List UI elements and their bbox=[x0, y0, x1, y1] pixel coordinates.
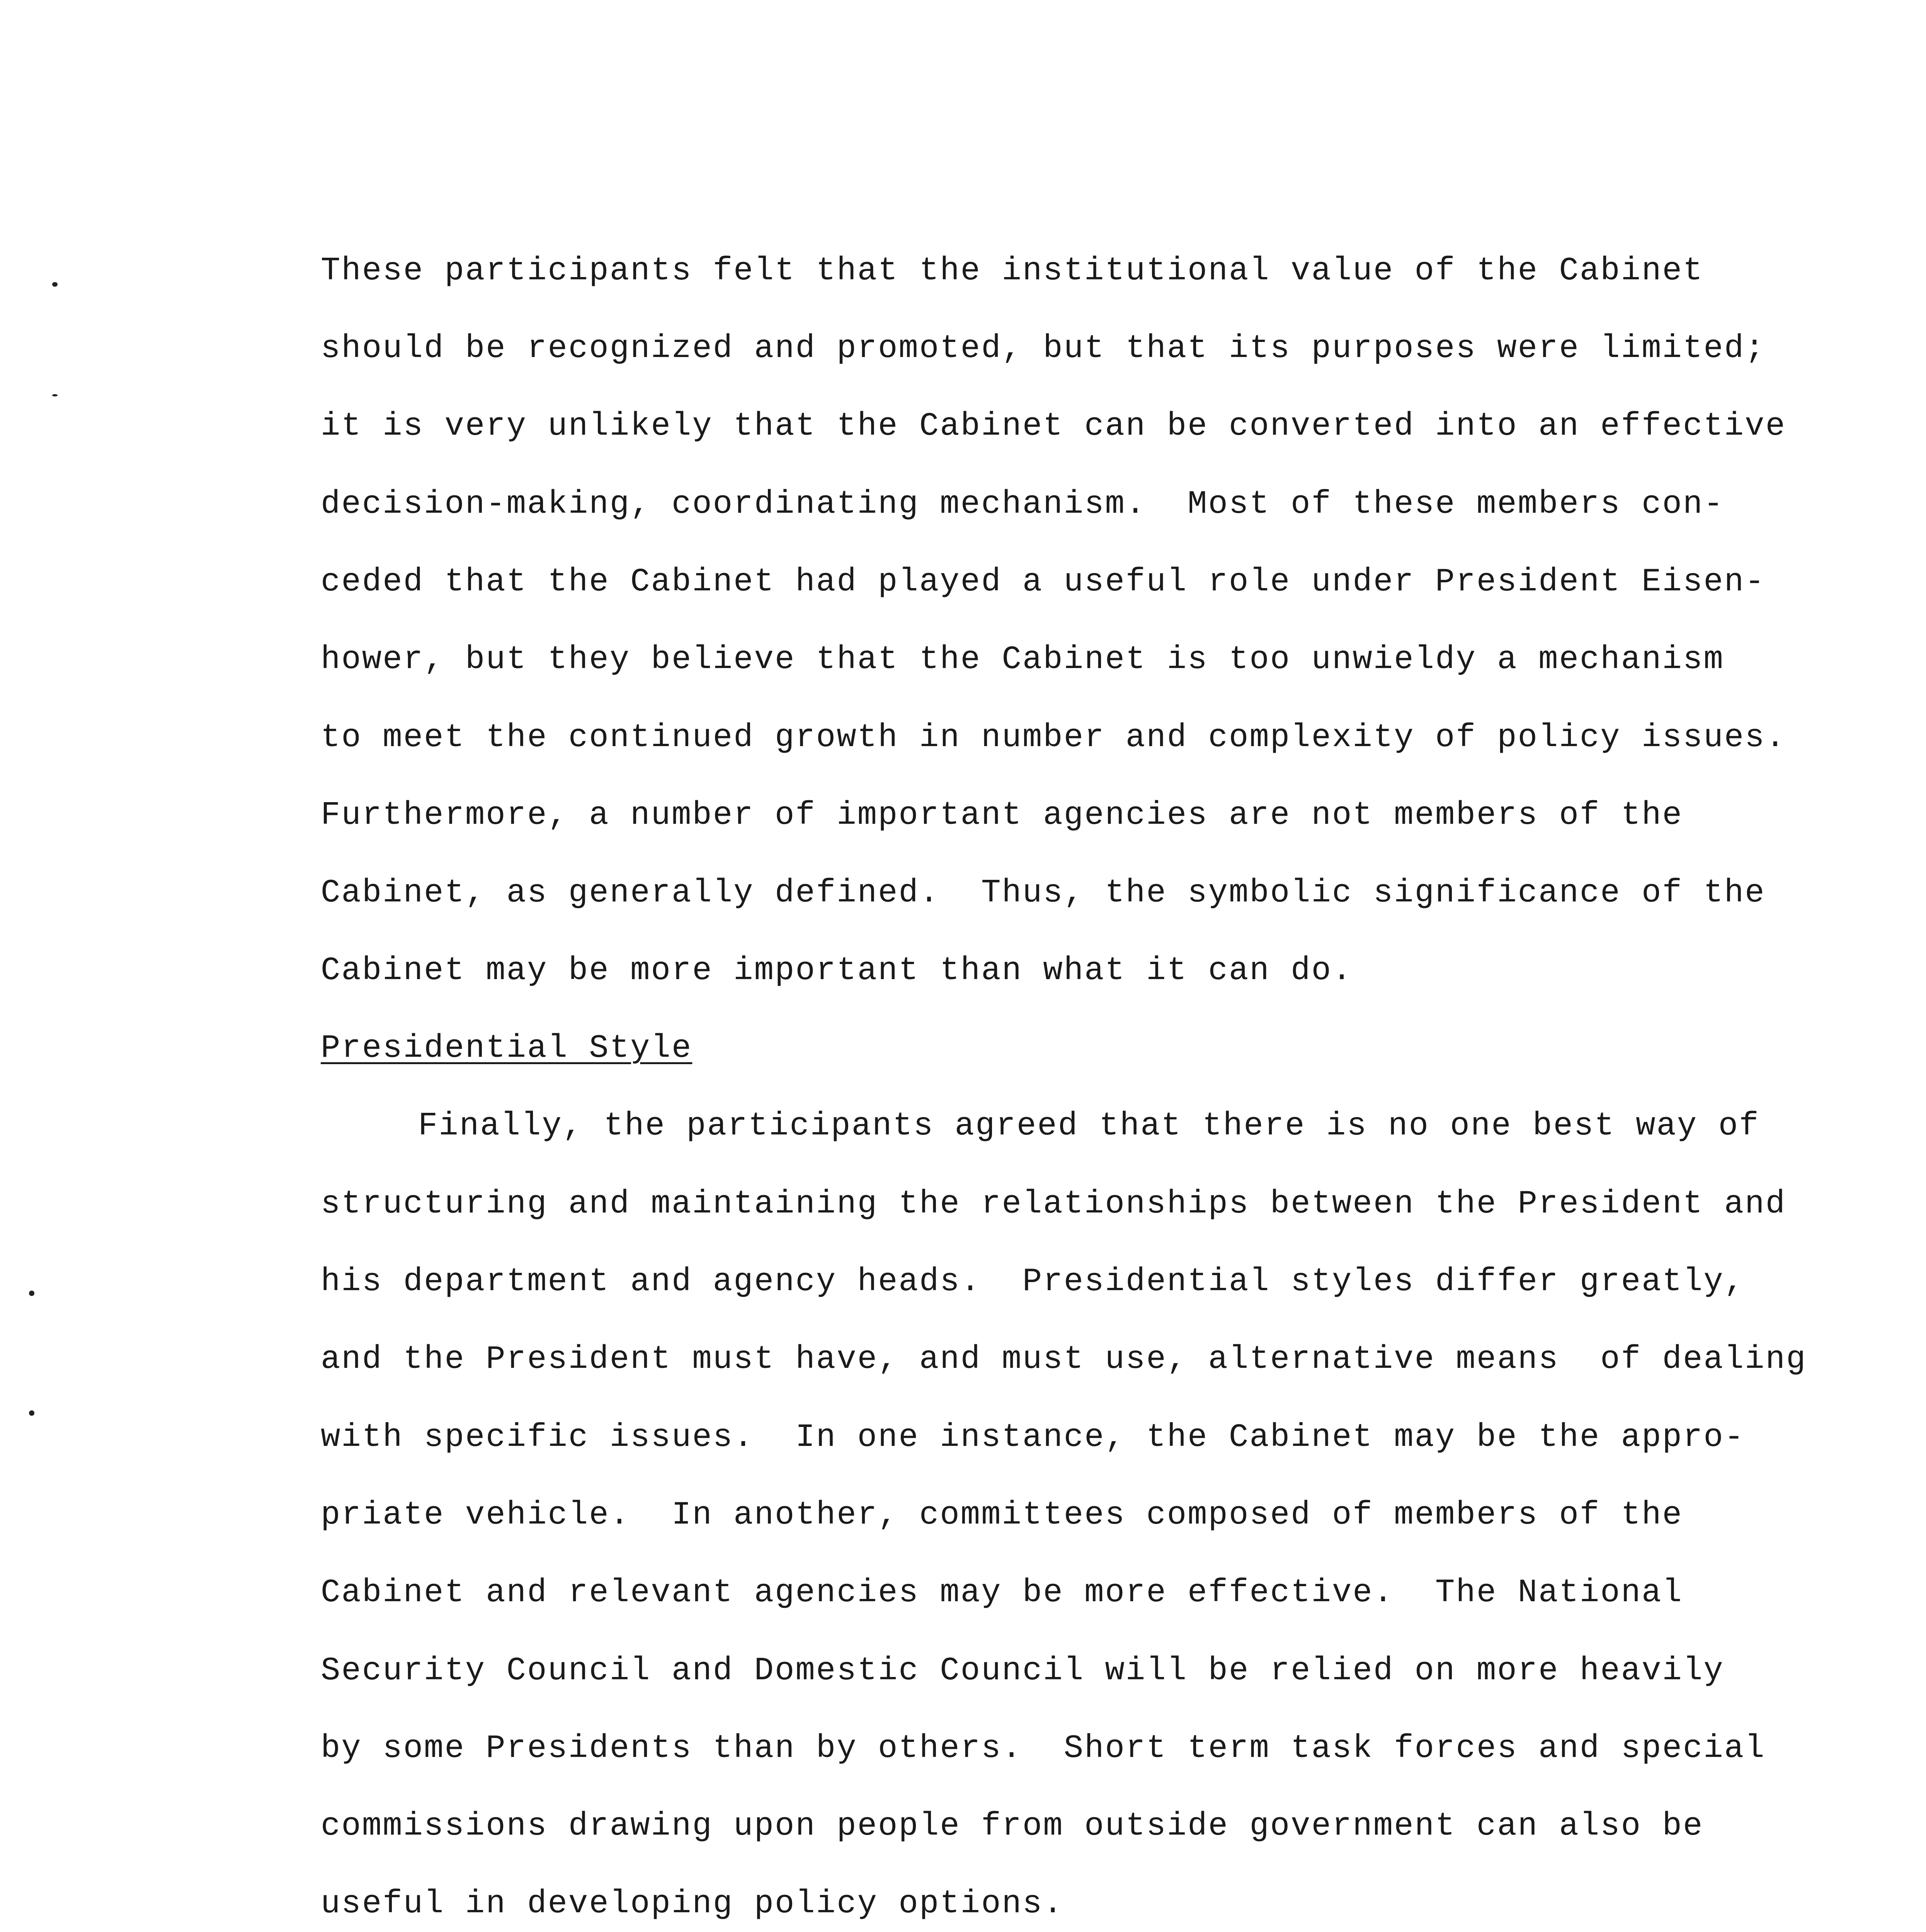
scan-speck bbox=[52, 282, 58, 287]
text-line: should be recognized and promoted, but that its purposes were limited; bbox=[321, 330, 1766, 367]
text-line: and the President must have, and must use, alternative means of dealing bbox=[321, 1341, 1807, 1378]
text-line: Security Council and Domestic Council will be relied on more heavily bbox=[321, 1653, 1724, 1689]
text-line: with specific issues. In one instance, the Cabinet may be the appro- bbox=[321, 1419, 1745, 1456]
section-heading: Presidential Style bbox=[321, 1030, 692, 1067]
text-line: useful in developing policy options. bbox=[321, 1886, 1064, 1922]
scan-speck bbox=[29, 1291, 34, 1296]
text-line: hower, but they believe that the Cabinet is too unwieldy a mechanism bbox=[321, 641, 1724, 678]
text-line: Cabinet and relevant agencies may be more effective. The National bbox=[321, 1575, 1683, 1611]
text-line: priate vehicle. In another, committees composed of members of the bbox=[321, 1497, 1683, 1534]
text-line: decision-making, coordinating mechanism. Most of these members con- bbox=[321, 486, 1724, 523]
scan-speck bbox=[52, 394, 58, 396]
text-line: to meet the continued growth in number and complexity of policy issues. bbox=[321, 719, 1786, 756]
text-line: structuring and maintaining the relationships between the President and bbox=[321, 1186, 1786, 1223]
text-line: his department and agency heads. Presidential styles differ greatly, bbox=[321, 1264, 1745, 1300]
text-line: Cabinet may be more important than what it can do. bbox=[321, 952, 1353, 989]
text-line: by some Presidents than by others. Short term task forces and special bbox=[321, 1730, 1766, 1767]
text-line: Finally, the participants agreed that there is no one best way of bbox=[418, 1108, 1760, 1145]
scan-speck bbox=[29, 1410, 34, 1416]
text-line: Furthermore, a number of important agencies are not members of the bbox=[321, 797, 1683, 834]
text-line: ceded that the Cabinet had played a useful role under President Eisen- bbox=[321, 564, 1766, 600]
text-line: These participants felt that the institutional value of the Cabinet bbox=[321, 253, 1704, 289]
text-line: it is very unlikely that the Cabinet can be converted into an effective bbox=[321, 408, 1786, 445]
text-line: Cabinet, as generally defined. Thus, the symbolic significance of the bbox=[321, 875, 1766, 912]
text-line: commissions drawing upon people from outside government can also be bbox=[321, 1808, 1704, 1845]
